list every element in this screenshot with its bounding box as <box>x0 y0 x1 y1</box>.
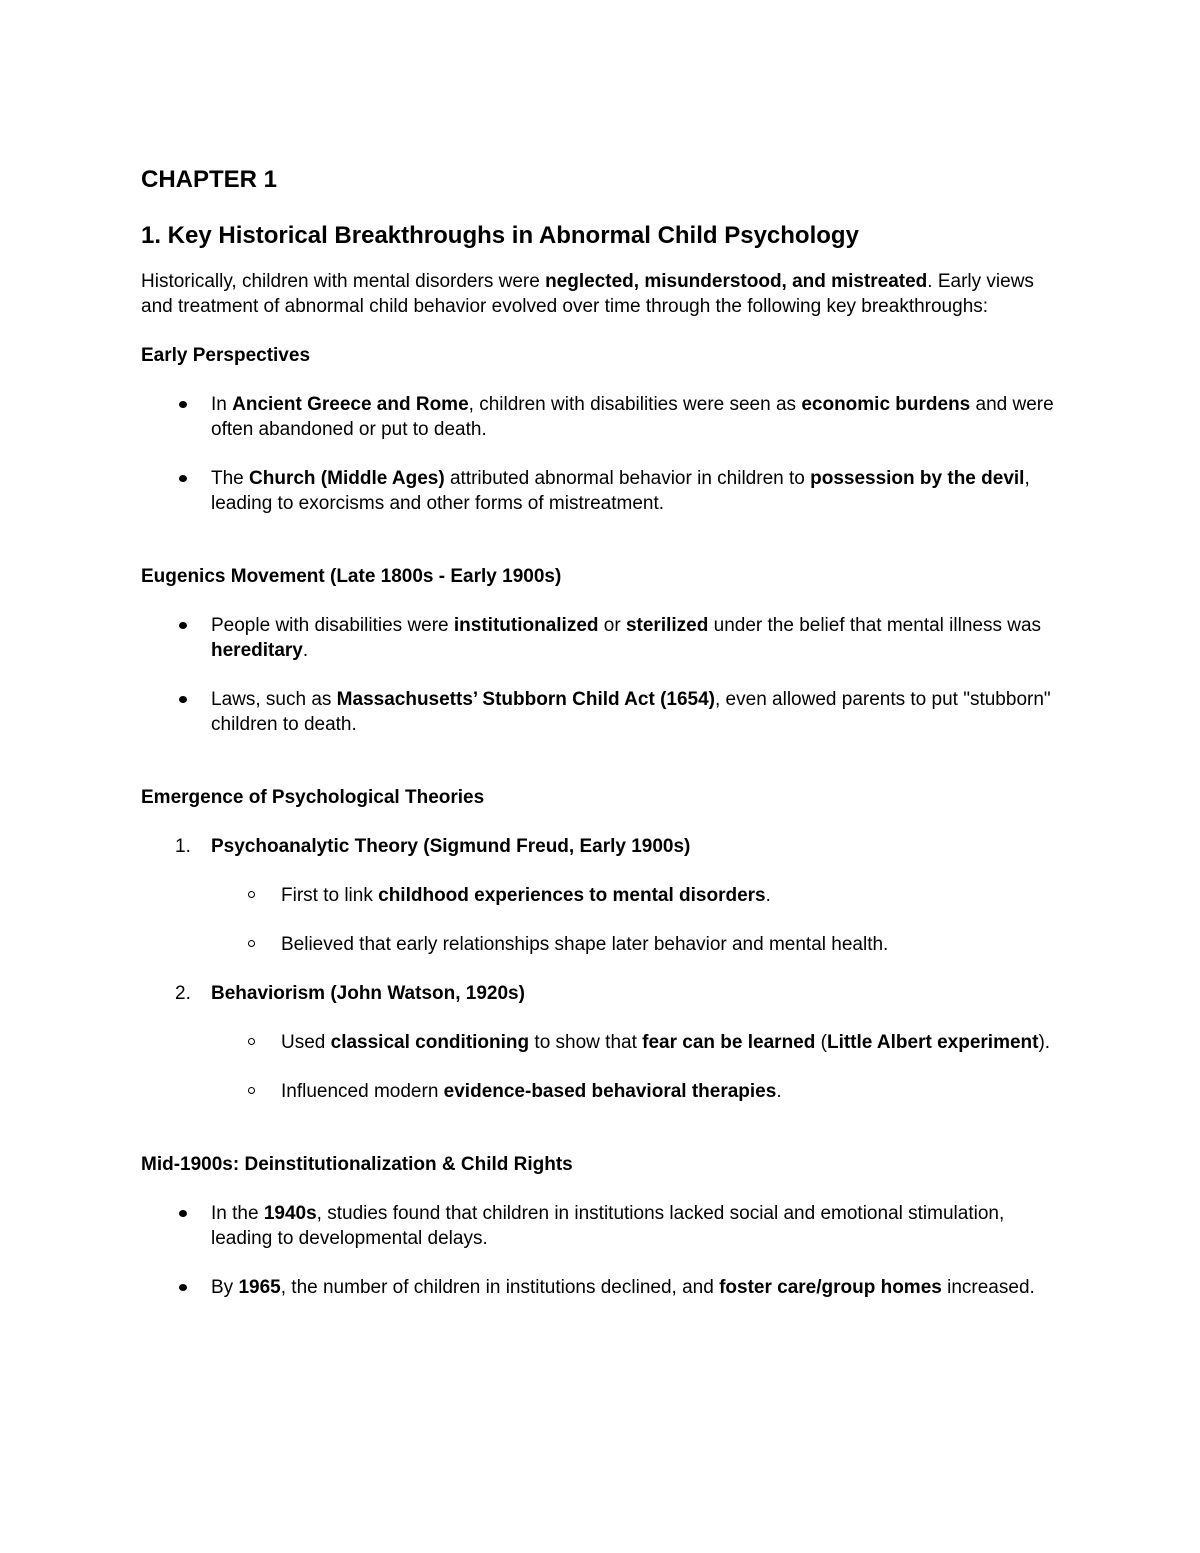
list-item: First to link childhood experiences to mental disorders. <box>141 883 1061 908</box>
document-page <box>141 164 1061 1324</box>
list-item: Laws, such as Massachusetts’ Stubborn Child Act (1654), even allowed parents to put "stubborn" children to death. <box>141 687 1061 737</box>
list-item: Believed that early relationships shape later behavior and mental health. <box>141 932 1061 957</box>
early-perspectives-list <box>141 392 1061 516</box>
theory-label: Behaviorism (John Watson, 1920s) <box>211 983 525 1004</box>
circle-bullet-icon <box>248 1038 255 1045</box>
bullet-icon <box>179 622 187 629</box>
circle-bullet-icon <box>248 1087 255 1094</box>
bullet-icon <box>179 696 187 703</box>
bullet-icon <box>179 401 187 408</box>
heading-eugenics-movement: Eugenics Movement (Late 1800s - Early 1900s) <box>141 566 562 587</box>
section-title: 1. Key Historical Breakthroughs in Abnormal Child Psychology <box>141 222 859 249</box>
theories-list <box>141 834 1061 1104</box>
list-item <box>141 981 1061 1104</box>
list-number: 2. <box>175 983 191 1004</box>
list-item: By 1965, the number of children in institutions declined, and foster care/group homes increased. <box>141 1275 1061 1300</box>
list-item: Used classical conditioning to show that fear can be learned (Little Albert experiment). <box>141 1030 1061 1055</box>
circle-bullet-icon <box>248 940 255 947</box>
chapter-heading: CHAPTER 1 <box>141 166 278 193</box>
list-item <box>141 834 1061 957</box>
list-item: The Church (Middle Ages) attributed abnormal behavior in children to possession by the devil, leading to exorcisms and other forms of mistreatment. <box>141 466 1061 516</box>
list-item: In Ancient Greece and Rome, children with disabilities were seen as economic burdens and were often abandoned or put to death. <box>141 392 1061 442</box>
sub-list <box>141 1030 1061 1104</box>
bullet-icon <box>179 475 187 482</box>
heading-psychological-theories: Emergence of Psychological Theories <box>141 787 485 808</box>
heading-early-perspectives: Early Perspectives <box>141 345 311 366</box>
list-item: Influenced modern evidence-based behavioral therapies. <box>141 1079 1061 1104</box>
deinstitutionalization-list <box>141 1201 1061 1300</box>
circle-bullet-icon <box>248 891 255 898</box>
eugenics-list <box>141 613 1061 737</box>
list-number: 1. <box>175 836 191 857</box>
theory-label: Psychoanalytic Theory (Sigmund Freud, Early 1900s) <box>211 836 691 857</box>
heading-deinstitutionalization: Mid-1900s: Deinstitutionalization & Child Rights <box>141 1154 573 1175</box>
sub-list <box>141 883 1061 957</box>
intro-paragraph: Historically, children with mental disorders were neglected, misunderstood, and mistreated. Early views and treatment of abnormal child behavior evolved over time through the following key breakthroughs: <box>141 271 1034 317</box>
bullet-icon <box>179 1284 187 1291</box>
bullet-icon <box>179 1210 187 1217</box>
list-item: People with disabilities were institutionalized or sterilized under the belief that mental illness was hereditary. <box>141 613 1061 663</box>
list-item: In the 1940s, studies found that children in institutions lacked social and emotional stimulation, leading to developmental delays. <box>141 1201 1061 1251</box>
